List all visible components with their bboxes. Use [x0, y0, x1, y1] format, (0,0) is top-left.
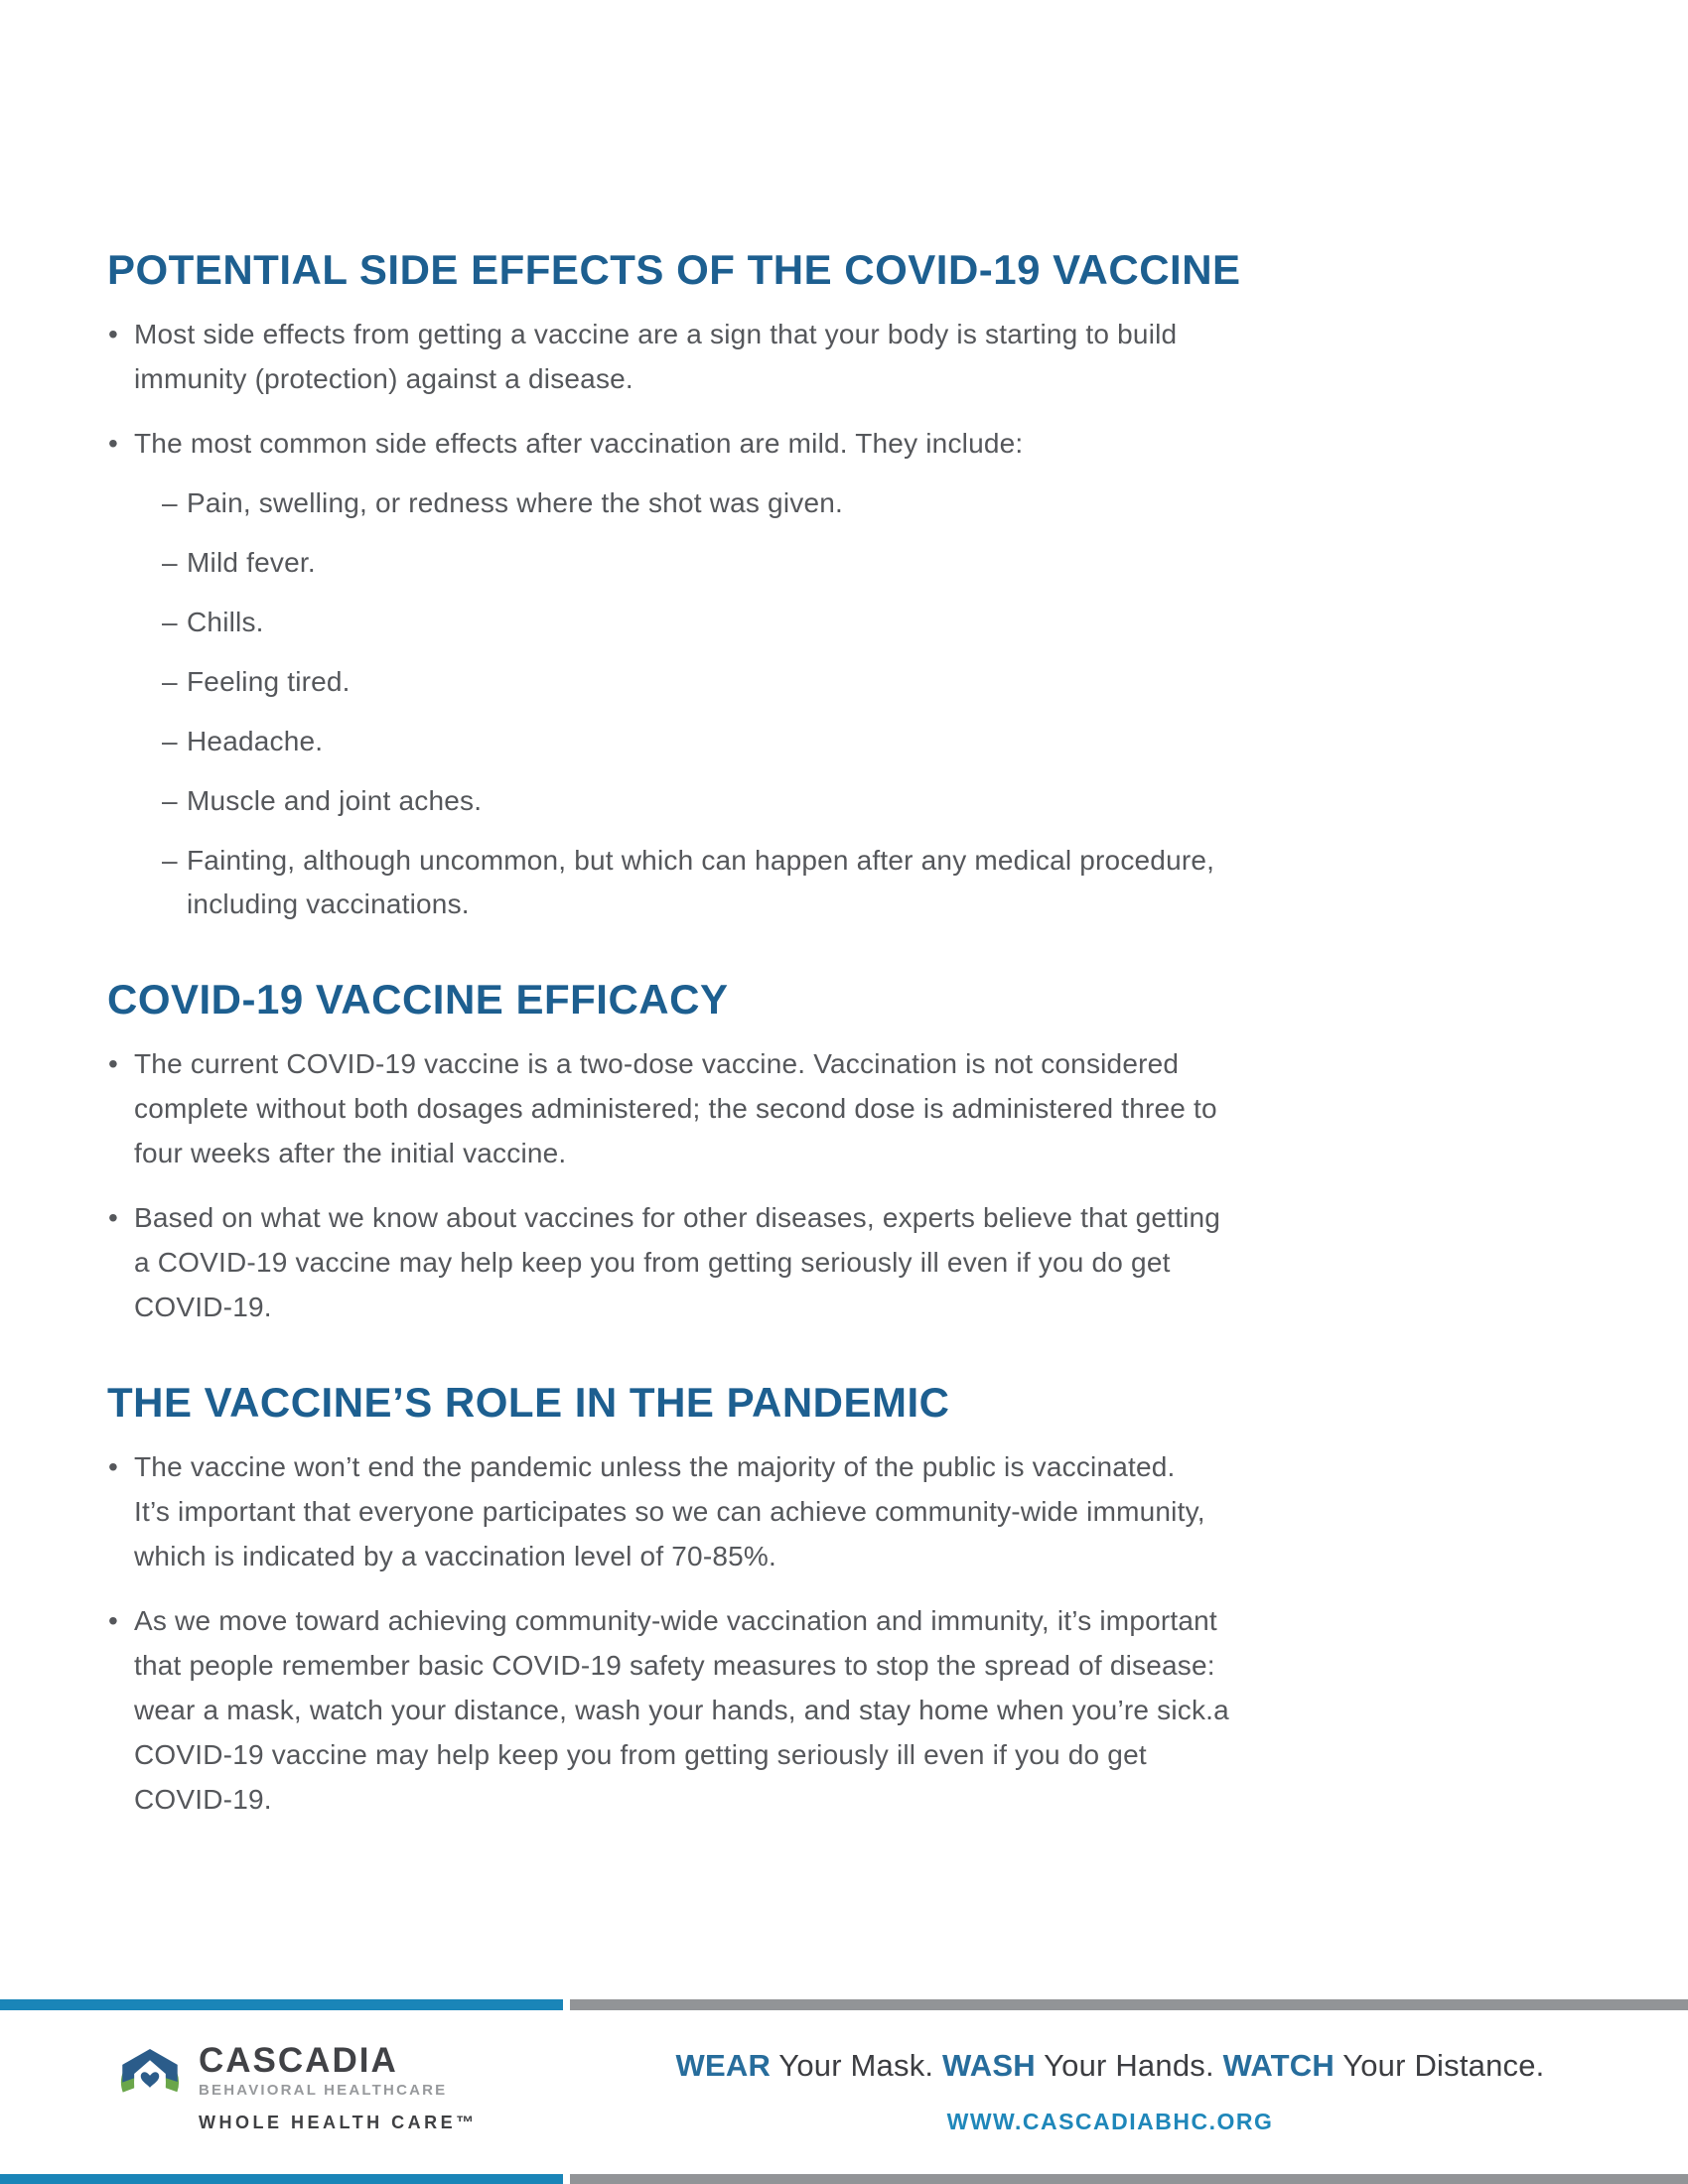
- bullet-line: COVID-19.: [134, 1784, 272, 1815]
- bullet-item: [107, 1041, 1577, 1175]
- sub-item: [162, 601, 1577, 644]
- bullet-item: [107, 312, 1577, 401]
- bullet-line: wear a mask, watch your distance, wash your hands, and stay home when you’re sick.a: [134, 1695, 1229, 1725]
- bullet-marker: •: [108, 1605, 118, 1636]
- logo-name: CASCADIA: [199, 2041, 398, 2080]
- cascadia-logo-icon: [117, 2047, 183, 2113]
- bullet-marker: •: [108, 428, 118, 459]
- sub-item-line: Feeling tired.: [187, 666, 351, 697]
- sub-item: [162, 779, 1577, 823]
- bullet-marker: •: [108, 1451, 118, 1482]
- bullet-line: Most side effects from getting a vaccine are a sign that your body is starting to build: [134, 319, 1178, 349]
- bullet-marker: •: [108, 319, 118, 349]
- footer-divider-blue: [0, 1999, 563, 2010]
- bullet-line: immunity (protection) against a disease.: [134, 363, 633, 394]
- safety-message-hands: Your Hands.: [1035, 2048, 1223, 2083]
- sub-item-line: Pain, swelling, or redness where the shot was given.: [187, 487, 843, 518]
- bullet-marker: •: [108, 1202, 118, 1233]
- document-content: [107, 248, 1577, 1873]
- safety-message-distance: Your Distance.: [1334, 2048, 1545, 2083]
- cascadia-logo-text: [199, 2043, 478, 2133]
- section-heading: COVID-19 VACCINE EFFICACY: [107, 976, 729, 1023]
- bullet-line: COVID-19.: [134, 1292, 272, 1322]
- sub-item-line: Fainting, although uncommon, but which can happen after any medical procedure,: [187, 845, 1215, 876]
- bullet-item: [107, 1444, 1577, 1578]
- sub-item: [162, 839, 1577, 926]
- sub-item-line: Headache.: [187, 726, 324, 756]
- bullet-line: that people remember basic COVID-19 safety measures to stop the spread of disease:: [134, 1650, 1215, 1681]
- bullet-line: four weeks after the initial vaccine.: [134, 1138, 567, 1168]
- bullet-line: It’s important that everyone participates so we can achieve community-wide immunity,: [134, 1496, 1205, 1527]
- section-heading: POTENTIAL SIDE EFFECTS OF THE COVID-19 VACCINE: [107, 246, 1241, 293]
- bullet-line: The current COVID-19 vaccine is a two-dose vaccine. Vaccination is not considered: [134, 1048, 1180, 1079]
- section-heading: THE VACCINE’S ROLE IN THE PANDEMIC: [107, 1379, 950, 1426]
- dash-marker: –: [162, 845, 178, 876]
- dash-marker: –: [162, 726, 178, 756]
- footer-bottom-bar-blue: [0, 2174, 563, 2184]
- sub-item-line: Mild fever.: [187, 547, 316, 578]
- bullet-line: Based on what we know about vaccines for other diseases, experts believe that getting: [134, 1202, 1221, 1233]
- sub-item-line: Chills.: [187, 607, 264, 637]
- safety-message-watch: WATCH: [1222, 2048, 1335, 2083]
- dash-marker: –: [162, 487, 178, 518]
- sub-item: [162, 541, 1577, 585]
- dash-marker: –: [162, 607, 178, 637]
- bullet-marker: •: [108, 1048, 118, 1079]
- sub-item: [162, 720, 1577, 763]
- bullet-line: complete without both dosages administered; the second dose is administered three to: [134, 1093, 1217, 1124]
- dash-marker: –: [162, 666, 178, 697]
- safety-message-wash: WASH: [942, 2048, 1036, 2083]
- safety-message: [556, 2047, 1664, 2085]
- footer-message-area: [556, 2047, 1664, 2135]
- website-url: WWW.CASCADIABHC.ORG: [946, 2109, 1274, 2134]
- sub-item: [162, 481, 1577, 525]
- safety-message-wear: WEAR: [675, 2048, 772, 2083]
- cascadia-logo: [117, 2043, 478, 2133]
- logo-tagline: WHOLE HEALTH CARE™: [199, 2113, 478, 2132]
- logo-subtitle: BEHAVIORAL HEALTHCARE: [199, 2082, 448, 2099]
- dash-marker: –: [162, 547, 178, 578]
- footer-divider-gray: [570, 1999, 1688, 2010]
- bullet-line: COVID-19 vaccine may help keep you from getting seriously ill even if you do get: [134, 1739, 1147, 1770]
- dash-marker: –: [162, 785, 178, 816]
- bullet-item: [107, 1195, 1577, 1329]
- bullet-item: [107, 1598, 1577, 1822]
- sub-item-line: Muscle and joint aches.: [187, 785, 483, 816]
- section-pandemic-role: [107, 1381, 1577, 1822]
- bullet-line: a COVID-19 vaccine may help keep you from getting seriously ill even if you do get: [134, 1247, 1171, 1278]
- sub-item: [162, 660, 1577, 704]
- bullet-line: The most common side effects after vaccination are mild. They include:: [134, 428, 1024, 459]
- bullet-item: [107, 421, 1577, 926]
- footer-bottom-bar-gray: [570, 2174, 1688, 2184]
- safety-message-mask: Your Mask.: [771, 2048, 943, 2083]
- section-side-effects: [107, 248, 1577, 926]
- sub-item-line: including vaccinations.: [187, 888, 470, 919]
- bullet-line: The vaccine won’t end the pandemic unless the majority of the public is vaccinated.: [134, 1451, 1176, 1482]
- section-efficacy: [107, 978, 1577, 1329]
- sub-list: [162, 481, 1577, 926]
- bullet-line: which is indicated by a vaccination level of 70-85%.: [134, 1541, 776, 1571]
- bullet-line: As we move toward achieving community-wide vaccination and immunity, it’s important: [134, 1605, 1217, 1636]
